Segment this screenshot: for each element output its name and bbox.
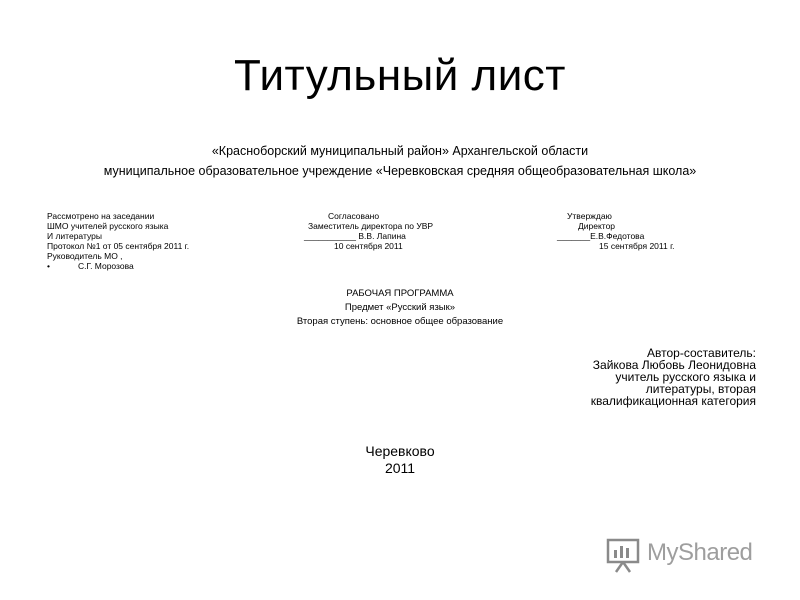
place-block xyxy=(0,443,800,477)
place-city: Черевково xyxy=(365,443,435,459)
myshared-logo-icon xyxy=(605,535,645,575)
approved-position: Директор xyxy=(578,221,616,231)
agreed-block xyxy=(300,211,480,251)
reviewed-block xyxy=(47,211,287,271)
approved-signature-blank: _______ xyxy=(557,231,591,241)
author-category: квалификационная категория xyxy=(590,394,756,408)
program-level: Вторая ступень: основное общее образование xyxy=(296,316,504,327)
agreed-signature-blank: ___________ xyxy=(304,231,357,241)
district-line: «Красноборский муниципальный район» Архангельской области xyxy=(211,144,589,158)
reviewed-line-2: ШМО учителей русского языка xyxy=(47,221,169,231)
agreed-signatory: В.В. Лапина xyxy=(356,231,406,241)
myshared-watermark xyxy=(605,535,765,575)
agreed-date: 10 сентября 2011 xyxy=(334,241,403,251)
reviewed-signatory: С.Г. Морозова xyxy=(78,261,134,271)
approved-heading: Утверждаю xyxy=(567,211,612,221)
author-position-2: литературы, вторая xyxy=(645,382,756,396)
reviewed-protocol: Протокол №1 от 05 сентября 2011 г. xyxy=(47,241,190,251)
program-subject: Предмет «Русский язык» xyxy=(344,302,456,313)
myshared-logo-text: MyShared xyxy=(647,539,753,566)
approved-date: 15 сентября 2011 г. xyxy=(599,241,675,251)
slide-title: Титульный лист xyxy=(234,51,566,100)
approved-signature-row xyxy=(555,231,755,241)
agreed-position: Заместитель директора по УВР xyxy=(308,221,434,231)
reviewed-line-3: И литературы xyxy=(47,231,102,241)
author-position-1: учитель русского языка и xyxy=(615,370,756,384)
bullet-icon: • xyxy=(47,261,50,271)
place-year: 2011 xyxy=(384,460,416,476)
school-line: муниципальное образовательное учреждение «Черевковская средняя общеобразовательная школа» xyxy=(103,164,697,178)
program-block xyxy=(0,288,800,330)
reviewed-head: Руководитель МО , xyxy=(47,251,123,261)
author-block xyxy=(520,347,756,407)
reviewed-line-1: Рассмотрено на заседании xyxy=(47,211,155,221)
approved-block xyxy=(555,211,755,251)
approved-signatory: Е.В.Федотова xyxy=(590,231,645,241)
program-title: РАБОЧАЯ ПРОГРАММА xyxy=(346,288,454,299)
agreed-heading: Согласовано xyxy=(328,211,380,221)
author-label: Автор-составитель: xyxy=(647,346,756,360)
author-name: Зайкова Любовь Леонидовна xyxy=(592,358,756,372)
agreed-signature-row xyxy=(300,231,480,241)
reviewed-signatory-row xyxy=(47,261,287,271)
